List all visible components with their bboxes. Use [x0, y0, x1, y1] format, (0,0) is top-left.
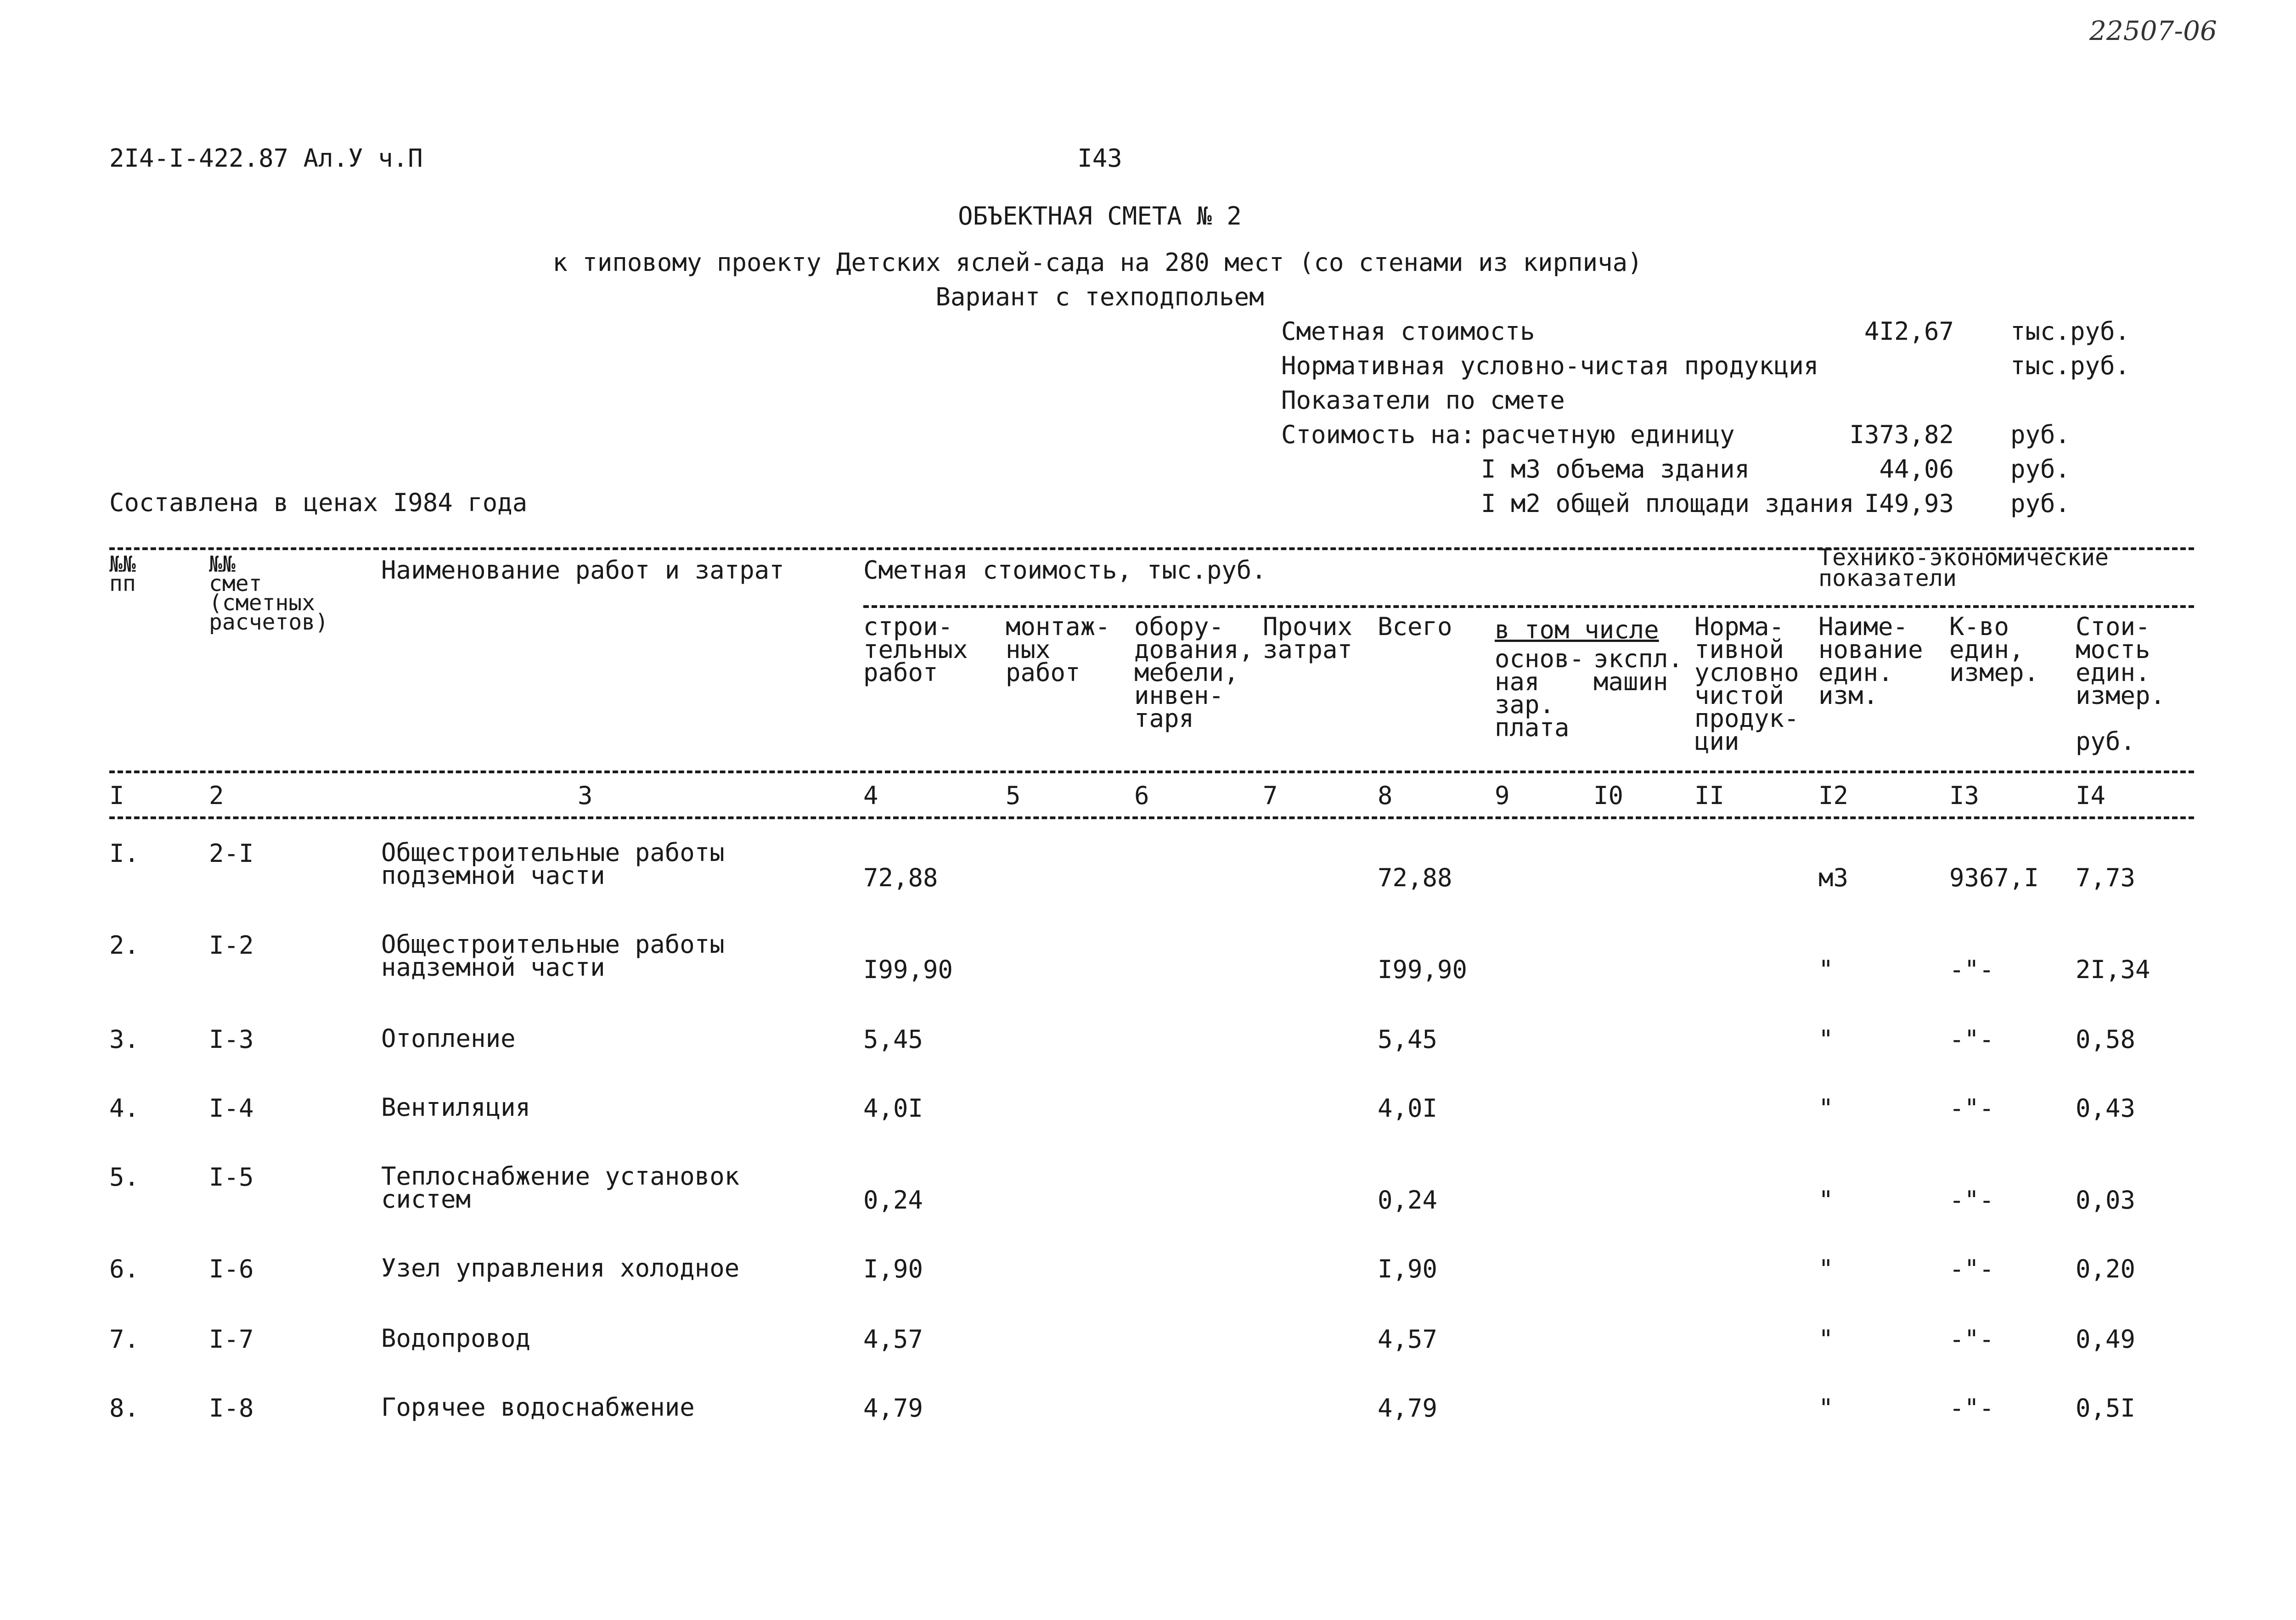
column-number: 4 — [863, 781, 878, 810]
summary-product-label: Нормативная условно-чистая продукция — [1281, 351, 1819, 380]
archive-stamp-number: 22507-06 — [2089, 15, 2217, 46]
row-unit-cost: 0,58 — [2076, 1025, 2136, 1054]
summary-per-unit-value: I373,82 — [1849, 420, 1954, 449]
column-number: 2 — [209, 781, 224, 810]
row-unit: " — [1818, 1094, 1834, 1123]
column-number: I0 — [1593, 781, 1624, 810]
header-unit-quantity: К-во един, измер. — [1949, 612, 2039, 687]
header-unit-cost: Стои- мость един. измер. руб. — [2076, 612, 2166, 756]
row-construction-cost: I99,90 — [863, 955, 953, 984]
summary-per-m3-label: I м3 объема здания — [1481, 455, 1750, 484]
summary-per-m2-unit: руб. — [2010, 489, 2071, 518]
row-unit: " — [1818, 1025, 1834, 1054]
variant-label: Вариант с техподпольем — [935, 282, 1264, 311]
row-construction-cost: 0,24 — [863, 1186, 923, 1215]
row-construction-cost: 4,0I — [863, 1094, 923, 1123]
row-quantity: -"- — [1949, 1025, 1994, 1054]
summary-per-m2-label: I м2 общей площади здания — [1481, 489, 1854, 518]
row-unit-cost: 0,03 — [2076, 1186, 2136, 1215]
row-total-cost: 5,45 — [1378, 1025, 1438, 1054]
header-basic-salary: основ- ная зар. плата — [1495, 644, 1585, 742]
column-number: 5 — [1006, 781, 1021, 810]
table-subheader-rule — [863, 605, 2194, 608]
row-work-name: Отопление — [381, 1024, 516, 1053]
summary-per-m2-value: I49,93 — [1864, 489, 1954, 518]
row-number: 6. — [109, 1254, 140, 1283]
header-net-product: Норма- тивной условно чистой продук- ции — [1694, 612, 1799, 756]
row-unit: " — [1818, 1254, 1834, 1283]
row-work-name: Водопровод — [381, 1324, 531, 1353]
row-unit-cost: 0,5I — [2076, 1394, 2136, 1423]
header-cost-group: Сметная стоимость, тыс.руб. — [863, 556, 1266, 585]
row-unit-cost: 7,73 — [2076, 863, 2136, 892]
column-number: I3 — [1949, 781, 1980, 810]
row-total-cost: I,90 — [1378, 1254, 1438, 1283]
row-number: 7. — [109, 1325, 140, 1354]
row-construction-cost: 72,88 — [863, 863, 938, 892]
row-quantity: -"- — [1949, 955, 1994, 984]
row-unit: " — [1818, 1186, 1834, 1215]
summary-per-unit-unit: руб. — [2010, 420, 2071, 449]
row-estimate: I-7 — [209, 1325, 254, 1354]
row-work-name: Общестроительные работы подземной части — [381, 838, 725, 890]
summary-per-m3-unit: руб. — [2010, 455, 2071, 484]
row-work-name: Теплоснабжение установок систем — [381, 1162, 740, 1214]
page-title: ОБЪЕКТНАЯ СМЕТА № 2 — [958, 202, 1242, 231]
row-total-cost: 4,79 — [1378, 1394, 1438, 1423]
row-number: 5. — [109, 1163, 140, 1192]
row-estimate: 2-I — [209, 839, 254, 868]
header-equipment: обору- дования, мебели, инвен- таря — [1134, 612, 1254, 733]
column-number: 8 — [1378, 781, 1393, 810]
row-total-cost: I99,90 — [1378, 955, 1468, 984]
summary-cost-value: 4I2,67 — [1864, 317, 1954, 346]
column-number: I — [109, 781, 124, 810]
summary-cost-unit: тыс.руб. — [2010, 317, 2130, 346]
row-construction-cost: 4,57 — [863, 1325, 923, 1354]
row-estimate: I-4 — [209, 1094, 254, 1123]
row-unit: " — [1818, 955, 1834, 984]
row-total-cost: 4,0I — [1378, 1094, 1438, 1123]
row-work-name: Узел управления холодное — [381, 1254, 740, 1282]
document-code: 2I4-I-422.87 Ал.У ч.П — [109, 144, 423, 173]
row-work-name: Общестроительные работы надземной части — [381, 930, 725, 982]
row-quantity: -"- — [1949, 1094, 1994, 1123]
row-estimate: I-3 — [209, 1025, 254, 1054]
row-estimate: I-2 — [209, 931, 254, 960]
header-unit-name: Наиме- нование един. изм. — [1818, 612, 1923, 710]
column-number: 9 — [1495, 781, 1510, 810]
header-total: Всего — [1378, 612, 1452, 641]
header-work-name: Наименование работ и затрат — [381, 556, 784, 585]
row-unit: м3 — [1818, 863, 1849, 892]
header-row-number: №№ пп — [109, 551, 136, 596]
row-number: 8. — [109, 1394, 140, 1423]
row-unit-cost: 0,20 — [2076, 1254, 2136, 1283]
row-quantity: -"- — [1949, 1186, 1994, 1215]
row-unit-cost: 0,43 — [2076, 1094, 2136, 1123]
row-number: 3. — [109, 1025, 140, 1054]
header-installation-works: монтаж- ных работ — [1006, 612, 1110, 687]
row-construction-cost: I,90 — [863, 1254, 923, 1283]
row-estimate: I-8 — [209, 1394, 254, 1423]
column-number: II — [1694, 781, 1725, 810]
row-total-cost: 0,24 — [1378, 1186, 1438, 1215]
summary-per-m3-value: 44,06 — [1879, 455, 1954, 484]
row-number: I. — [109, 839, 140, 868]
column-number: 7 — [1263, 781, 1278, 810]
row-estimate: I-5 — [209, 1163, 254, 1192]
row-unit-cost: 0,49 — [2076, 1325, 2136, 1354]
column-number: I4 — [2076, 781, 2106, 810]
row-unit-cost: 2I,34 — [2076, 955, 2150, 984]
column-number: 6 — [1134, 781, 1149, 810]
table-header-bottom-rule — [109, 771, 2194, 773]
summary-per-unit-label: расчетную единицу — [1481, 420, 1735, 449]
row-number: 4. — [109, 1094, 140, 1123]
row-quantity: -"- — [1949, 1254, 1994, 1283]
row-work-name: Горячее водоснабжение — [381, 1393, 695, 1422]
table-column-numbers-rule — [109, 816, 2194, 819]
row-unit: " — [1818, 1325, 1834, 1354]
row-number: 2. — [109, 931, 140, 960]
row-construction-cost: 5,45 — [863, 1025, 923, 1054]
row-quantity: 9367,I — [1949, 863, 2039, 892]
page-subtitle: к типовому проекту Детских яслей-сада на 280 мест (со стенами из кирпича) — [552, 248, 1643, 277]
row-total-cost: 4,57 — [1378, 1325, 1438, 1354]
header-construction-works: строи- тельных работ — [863, 612, 968, 687]
row-total-cost: 72,88 — [1378, 863, 1452, 892]
column-number: 3 — [578, 781, 593, 810]
prices-note: Составлена в ценах I984 года — [109, 488, 528, 517]
header-machine-operation: экспл. машин — [1593, 644, 1683, 696]
row-work-name: Вентиляция — [381, 1093, 531, 1122]
summary-product-unit: тыс.руб. — [2010, 351, 2130, 380]
summary-indicators-label: Показатели по смете — [1281, 386, 1565, 415]
row-quantity: -"- — [1949, 1394, 1994, 1423]
page-number: I43 — [1077, 144, 1122, 173]
row-estimate: I-6 — [209, 1254, 254, 1283]
header-including-group: в том числе — [1495, 615, 1659, 644]
row-quantity: -"- — [1949, 1325, 1994, 1354]
header-other-costs: Прочих затрат — [1263, 612, 1353, 664]
summary-cost-label: Сметная стоимость — [1281, 317, 1535, 346]
column-number: I2 — [1818, 781, 1849, 810]
header-estimate-number: №№ смет (сметных расчетов) — [209, 551, 329, 635]
summary-cost-on-label: Стоимость на: — [1281, 420, 1475, 449]
row-construction-cost: 4,79 — [863, 1394, 923, 1423]
header-tech-group: Технико-экономические показатели — [1818, 544, 2109, 591]
row-unit: " — [1818, 1394, 1834, 1423]
